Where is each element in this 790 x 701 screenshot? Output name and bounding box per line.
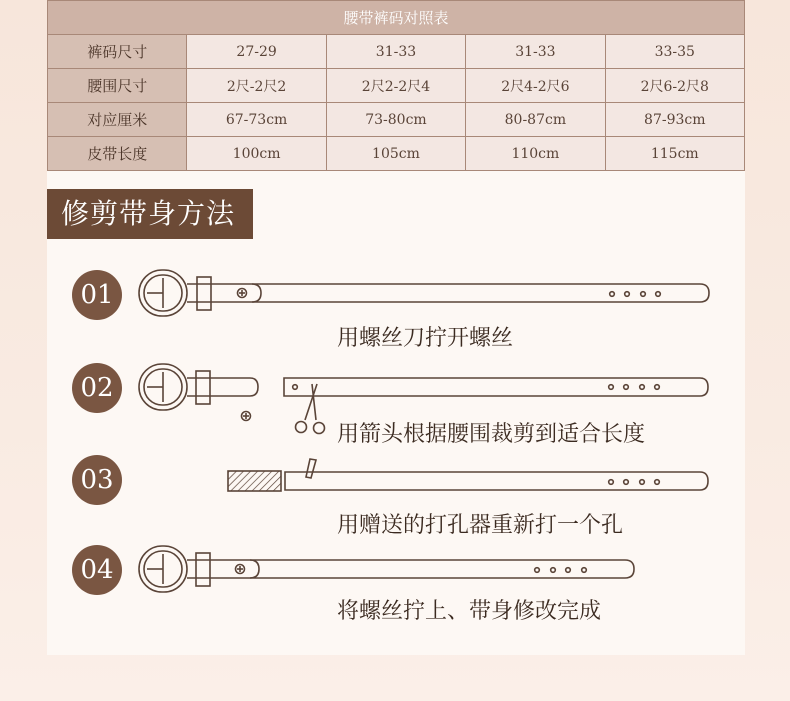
step-text-3: 用赠送的打孔器重新打一个孔 [337, 513, 624, 538]
arrow-marker-icon [306, 459, 316, 478]
section-title: 修剪带身方法 [47, 189, 253, 239]
belt-hole-icon [609, 385, 660, 390]
belt-buckle-icon [139, 546, 187, 592]
belt-hole-icon [293, 385, 298, 390]
table-cell: 27-29 [187, 35, 326, 69]
table-cell: 2尺2-2尺4 [326, 69, 465, 103]
screw-icon [236, 565, 245, 574]
table-cell: 105cm [326, 137, 465, 171]
belt-buckle-icon [139, 270, 187, 316]
step-badge-2: 02 [72, 363, 122, 413]
table-cell: 67-73cm [187, 103, 326, 137]
belt-hole-icon [609, 480, 660, 485]
table-title: 腰带裤码对照表 [48, 1, 745, 35]
belt-hole-icon [535, 568, 587, 573]
belt-step-3 [228, 459, 708, 491]
table-cell: 80-87cm [466, 103, 605, 137]
row-label-belt-length: 皮带长度 [48, 137, 187, 171]
belt-step-4 [139, 546, 634, 592]
table-cell: 31-33 [326, 35, 465, 69]
row-label-waist-size: 腰围尺寸 [48, 69, 187, 103]
table-cell: 2尺6-2尺8 [605, 69, 744, 103]
table-cell: 87-93cm [605, 103, 744, 137]
belt-hole-icon [610, 292, 661, 297]
screw-icon [242, 412, 251, 421]
table-cell: 100cm [187, 137, 326, 171]
table-cell: 115cm [605, 137, 744, 171]
leather-strip-icon [228, 471, 281, 491]
step-badge-3: 03 [72, 455, 122, 505]
table-cell: 2尺4-2尺6 [466, 69, 605, 103]
belt-loop [196, 553, 210, 586]
step-text-2: 用箭头根据腰围裁剪到适合长度 [337, 422, 646, 447]
belt-strap [250, 560, 634, 578]
belt-buckle-icon [139, 364, 187, 410]
step-text-1: 用螺丝刀拧开螺丝 [337, 326, 514, 351]
belt-tab [187, 560, 259, 578]
scissors-icon [296, 384, 325, 434]
table-cell: 33-35 [605, 35, 744, 69]
belt-tab [187, 378, 258, 396]
step-badge-1: 01 [72, 270, 122, 320]
table-cell: 110cm [466, 137, 605, 171]
belt-loop [197, 277, 211, 310]
belt-step-1 [139, 270, 709, 316]
screw-icon [238, 289, 247, 298]
step-text-4: 将螺丝拧上、带身修改完成 [337, 599, 602, 624]
belt-loop [196, 371, 210, 404]
belt-tab [187, 284, 261, 302]
row-label-waist-code: 裤码尺寸 [48, 35, 187, 69]
step-badge-4: 04 [72, 545, 122, 595]
row-label-centimeters: 对应厘米 [48, 103, 187, 137]
table-cell: 73-80cm [326, 103, 465, 137]
table-cell: 2尺-2尺2 [187, 69, 326, 103]
belt-step-2 [139, 364, 708, 434]
table-cell: 31-33 [466, 35, 605, 69]
